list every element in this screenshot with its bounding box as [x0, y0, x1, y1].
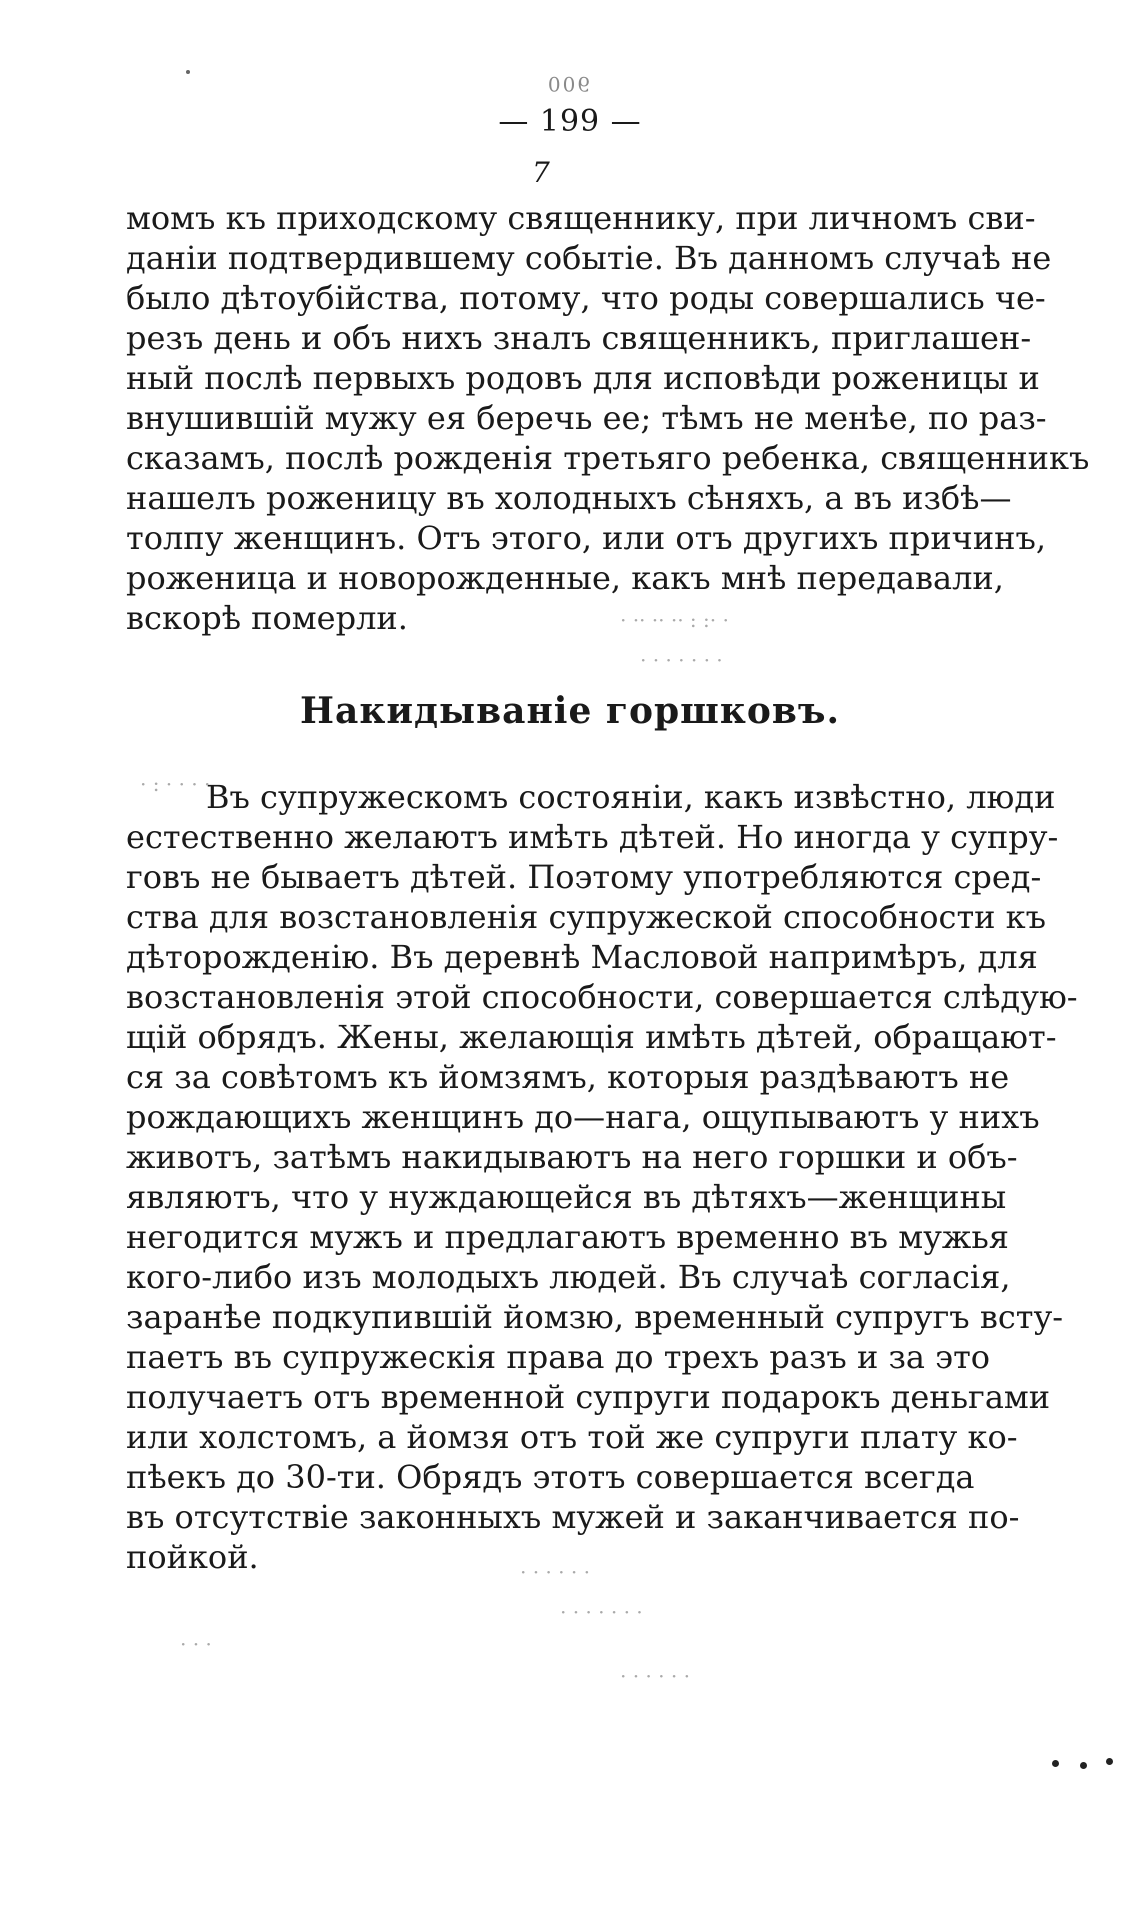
section-heading: Накидываніе горшковъ. [299, 690, 841, 732]
text-line: естественно желаютъ имѣть дѣтей. Но иногда у супру- [126, 818, 1059, 856]
page-speck [1106, 1758, 1113, 1765]
bleed-through-mark: · · · · · · · [640, 648, 723, 672]
text-line: говъ не бываетъ дѣтей. Поэтому употребляются сред- [126, 858, 1042, 896]
bleed-through-mark: · · · · · · [520, 1560, 590, 1584]
bleed-through-mark: · · · [180, 1632, 212, 1656]
text-line: дѣторожденію. Въ деревнѣ Масловой напримѣръ, для [126, 938, 1038, 976]
text-line: даніи подтвердившему событіе. Въ данномъ случаѣ не [126, 239, 1052, 277]
text-line: вскорѣ померли. [126, 599, 408, 637]
text-line: нашелъ роженицу въ холодныхъ сѣняхъ, а въ избѣ— [126, 479, 1012, 517]
header-bleed-through: 006 [547, 72, 593, 96]
text-line: рождающихъ женщинъ до—нага, ощупываютъ у нихъ [126, 1098, 1040, 1136]
bleed-through-mark: · · · · : · [140, 772, 211, 796]
text-line: ства для возстановленія супружеской способности къ [126, 898, 1047, 936]
text-line: внушившій мужу ея беречь ее; тѣмъ не менѣе, по раз- [126, 399, 1047, 437]
text-line: въ отсутствіе законныхъ мужей и заканчивается по- [126, 1498, 1020, 1536]
text-line: ный послѣ первыхъ родовъ для исповѣди роженицы и [126, 359, 1040, 397]
text-line: было дѣтоубійства, потому, что роды совершались че- [126, 279, 1046, 317]
bleed-through-mark: · · · · · · · [560, 1600, 643, 1624]
page-speck [1052, 1760, 1059, 1767]
text-line: момъ къ приходскому священнику, при личномъ сви- [126, 199, 1036, 237]
text-line: пѣекъ до 30-ти. Обрядъ этотъ совершается всегда [126, 1458, 975, 1496]
page-speck [186, 70, 190, 74]
text-line: Въ супружескомъ состояніи, какъ извѣстно, люди [206, 778, 1056, 816]
page-number: — 199 — [498, 104, 642, 139]
text-line: ся за совѣтомъ къ йомзямъ, которыя раздѣваютъ не [126, 1058, 1010, 1096]
text-line: сказамъ, послѣ рожденія третьяго ребенка, священникъ [126, 439, 1090, 477]
text-line: резъ день и объ нихъ зналъ священникъ, приглашен- [126, 319, 1032, 357]
text-line: являютъ, что у нуждающейся въ дѣтяхъ—женщины [126, 1178, 1007, 1216]
bleed-through-mark: · · · · · · [620, 1664, 690, 1688]
page-speck [1080, 1762, 1087, 1769]
paragraph-section [126, 777, 1078, 1577]
text-line: щій обрядъ. Жены, желающія имѣть дѣтей, обращают- [126, 1018, 1057, 1056]
paragraph-continued [126, 198, 1090, 638]
text-line: паетъ въ супружескія права до трехъ разъ и за это [126, 1338, 991, 1376]
text-line: или холстомъ, а йомзя отъ той же супруги плату ко- [126, 1418, 1018, 1456]
text-line: роженица и новорожденные, какъ мнѣ передавали, [126, 559, 1004, 597]
text-line: кого-либо изъ молодыхъ людей. Въ случаѣ согласія, [126, 1258, 1011, 1296]
text-line: пойкой. [126, 1538, 259, 1576]
text-line: заранѣе подкупившій йомзю, временный супругъ всту- [126, 1298, 1064, 1336]
marginal-mark: 7 [532, 156, 550, 189]
text-line: возстановленія этой способности, совершается слѣдую- [126, 978, 1078, 1016]
text-line: животъ, затѣмъ накидываютъ на него горшки и объ- [126, 1138, 1018, 1176]
text-line: получаетъ отъ временной супруги подарокъ деньгами [126, 1378, 1051, 1416]
bleed-through-mark: · ·: : ·· ·· ·· · [620, 608, 729, 632]
text-line: негодится мужъ и предлагаютъ временно въ мужья [126, 1218, 1009, 1256]
text-line: толпу женщинъ. Отъ этого, или отъ другихъ причинъ, [126, 519, 1046, 557]
